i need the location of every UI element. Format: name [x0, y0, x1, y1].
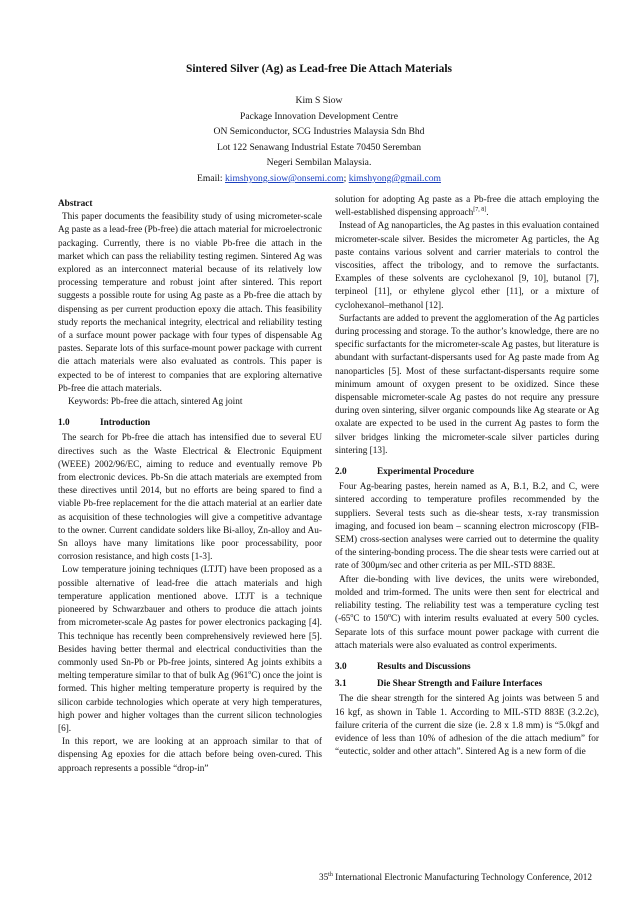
email-line — [0, 171, 638, 187]
section-heading-experimental: 2.0 Experimental Procedure — [335, 467, 475, 478]
subsection-heading-die-shear: 3.1 Die Shear Strength and Failure Interfaces — [335, 679, 543, 690]
affiliation-region: Negeri Sembilan Malaysia. — [266, 157, 372, 169]
email-separator: ; — [343, 172, 349, 184]
affiliation-company: ON Semiconductor, SCG Industries Malaysia Sdn Bhd — [213, 126, 425, 138]
right-paragraph-3: Surfactants are added to prevent the agglomeration of the Ag particles during processing and storage. To the author’s knowledge, there are no specific surfactants for the micrometer-scale Ag pastes, but literature is abundant with surfactant-dispersants used for Ag paste made from Ag nanoparticles [5]. Most of these surfactant-dispersants require some minimum amount of oxygen present to be oxidized. Since these dispensable micrometer-scale Ag pastes do not require any pressure during oven sintering, silver organic compounds like Ag stearate or Ag oxalate are expected to be used in the current Ag pastes to form the silver bridges linking the micrometer-scale silver particles during sintering [13]. — [335, 313, 599, 456]
left-column — [58, 198, 322, 776]
section-heading-introduction: 1.0 Introduction — [58, 418, 151, 429]
paper-title: Sintered Silver (Ag) as Lead-free Die Attach Materials — [185, 63, 453, 75]
author-name: Kim S Siow — [295, 95, 343, 106]
intro-paragraph-2: Low temperature joining techniques (LTJT) have been proposed as a possible alternative of lead-free die attach materials and high temperature application mentioned above. LTJT is a technique pioneered by Schwarzbauer and others to produce die attach joints from micrometer-scale Ag pastes for power electronics packaging [4]. This technique has recently been comprehensively reviewed here [5]. Besides having better thermal and electrical conductivities than the commonly used Sn-Pb or Pb-free joints, sintered Ag joints exhibits a melting temperature similar to that of bulk Ag (961$^o$C) once the joint is formed. This higher melting temperature property is required by the silicon carbide technologies which operate at very high temperatures, high power and higher voltages than the current silicon technologies [6]. — [58, 565, 322, 734]
intro-paragraph-3: In this report, we are looking at an approach similar to that of dispensing Ag epoxies for die attach before being oven-cured. This approach represents a possible “drop-in” — [58, 737, 322, 774]
intro-paragraph-1: The search for Pb-free die attach has intensified due to several EU directives such as the Waste Electrical & Electronic Equipment (WEEE) 2002/96/EC, aiming to reduce and eventually remove Pb from electronic devices. Pb-Sn die attach materials are exempted from these directives until 2014, but no efforts are being spared to find a viable Pb-free replacement for the die attach material at an earlier date as acquisition of these technologies will give a competitive advantage to the owner. Current candidate solders like Bi-alloy, Zn-alloy and Au-Sn alloys have many limitations like poor processability, poor corrosion resistance, and high costs [1-3]. — [58, 433, 322, 563]
experimental-paragraph-2: After die-bonding with live devices, the units were wirebonded, molded and trim-formed. The units were then sent for electrical and reliability testing. The reliability test was a temperature cycling test (-65$^o$C to 150$^o$C) with interim results evaluated at every 500 cycles. Separate lots of this surface mount power package with current die attach materials were also evaluated as control experiments. — [335, 574, 599, 651]
author-block — [0, 93, 638, 187]
affiliation-org: Package Innovation Development Centre — [240, 110, 398, 122]
email-link-gmail[interactable]: kimshyong@gmail.com — [348, 172, 441, 184]
right-paragraph-2: Instead of Ag nanoparticles, the Ag pastes in this evaluation contained micrometer-scale silver. Besides the micrometer Ag particles, the Ag paste contains various solvent and carrier materials to control the viscosities, affect the tribology, and to remove the surfactants. Examples of these solvents are cyclohexanol [9, 10], butanol [7], terpineol [11], or ethylene glycol ether [11], or a mixture of cyclohexanol–methanol [12]. — [335, 221, 599, 311]
right-paragraph-1: solution for adopting Ag paste as a Pb-free die attach employing the well-established dispensing approach[7, 8]. — [335, 195, 599, 219]
page-footer: 35th International Electronic Manufacturing Technology Conference, 2012 — [318, 871, 592, 882]
section-heading-results: 3.0 Results and Discussions — [335, 661, 471, 672]
email-label: Email: — [197, 172, 225, 184]
right-column — [335, 194, 599, 759]
email-link-onsemi[interactable]: kimshyong.siow@onsemi.com — [225, 172, 344, 184]
keywords: Keywords: Pb-free die attach, sintered Ag joint — [68, 397, 243, 408]
affiliation-address: Lot 122 Senawang Industrial Estate 70450 Seremban — [216, 141, 422, 153]
abstract-heading: Abstract — [58, 199, 93, 209]
abstract-text: This paper documents the feasibility study of using micrometer-scale Ag paste as a lead-free (Pb-free) die attach material for microelectronic packaging. Currently, there is no viable Pb-free die attach in the market which can pass the reliability testing regimen. Sintered Ag was explored as an interconnect material because of its relatively low processing temperature and robust joint after sintered. This report suggests a possible route for using Ag paste as a Pb-free die attach by dispensing as per current production epoxy die attach. This feasibility study reports the mechanical integrity, electrical and reliability testing of a surface mount power package with four types of dispensable Ag pastes. Separate lots of this surface-mount power package with current die attach materials were also evaluated as controls. This paper is expected to be of interest to companies that are exploring alternative Pb-free die attach materials. — [58, 212, 322, 394]
results-paragraph-1: The die shear strength for the sintered Ag joints was between 5 and 16 kgf, as shown in Table 1. According to MIL-STD 883E (3.2.2c), failure criteria of the current die size (ie. 2.8 x 1.8 mm) is “5.0kgf and evidence of less than 10% of adhesion of the die attach medium” for “eutectic, solder and other attach”. Sintered Ag is a new form of die — [335, 694, 599, 758]
experimental-paragraph-1: Four Ag-bearing pastes, herein named as A, B.1, B.2, and C, were sintered according to temperature profiles recommended by the suppliers. Several tests such as die-shear tests, x-ray transmission imaging, and focused ion beam – scanning electron microscopy (FIB-SEM) cross-section analyses were carried out to determine the quality of the sintering-bonding process. The die shear tests were carried out at rate of 300μm/sec and other criteria as per MIL-STD 883E. — [335, 482, 599, 572]
